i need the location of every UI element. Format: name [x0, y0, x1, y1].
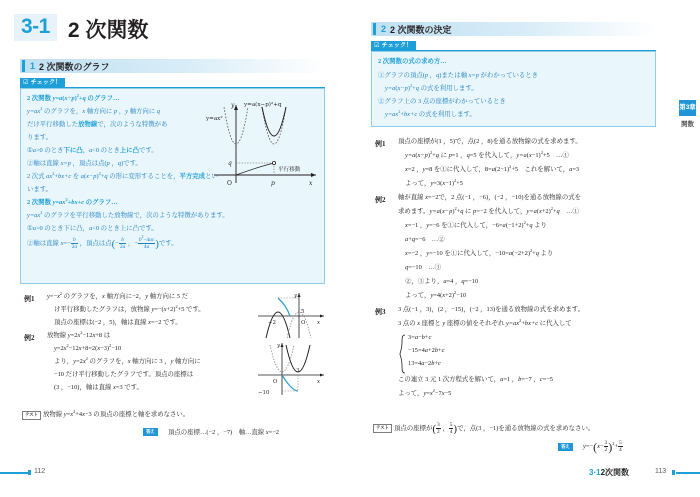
answer-tag: 答え — [558, 443, 573, 451]
svg-text:O: O — [273, 379, 278, 385]
svg-text:−2: −2 — [268, 320, 276, 326]
footer-dash-left — [28, 470, 31, 475]
check-tab-right — [371, 41, 416, 50]
check-tab-label: チェック！ — [30, 79, 62, 86]
section-title: 2 次関数のグラフ — [39, 61, 110, 72]
example1-graph — [256, 290, 328, 342]
example-line: x=2 ，y=8 を①に代入して，$8=a(2-1)^2+5$ これを解いて，a=3 — [405, 164, 580, 174]
side-tab-chapter: 第3章 — [679, 100, 696, 116]
check-tab-left — [20, 78, 65, 87]
example-label: 例2 — [24, 334, 35, 342]
section-header-2 — [371, 22, 656, 36]
answer-tag: 答え — [143, 428, 158, 436]
checkbox-icon: ☑ — [374, 42, 380, 49]
side-chapter-tab[interactable] — [679, 100, 696, 129]
section-accent-bar — [373, 23, 376, 35]
check-line: ②グラフ上の 3 点の座標がわかっているとき — [378, 98, 506, 105]
check-line: ります。 — [27, 134, 53, 141]
test-answer: y=−(x− $\frac{3}{2}$ )$^2$+ $\frac{5}{4}$ — [583, 440, 622, 455]
example-line: 放物線 $y=2x^2-12x+8$ は — [47, 330, 111, 340]
svg-text:x: x — [317, 320, 321, 326]
footer-rule-right — [676, 472, 700, 474]
check-line: $y=a(x-p)^2+q$ の式を利用します。 — [385, 83, 478, 93]
checkbox-icon: ☑ — [23, 79, 29, 86]
chapter-number: 3-1 — [21, 15, 50, 38]
svg-text:y=ax²: y=ax² — [206, 116, 223, 122]
example-line: よって，$y=3(x-1)^2+5$ — [405, 178, 463, 188]
check-line: だけ平行移動した放物線で，次のような特徴があ — [27, 121, 168, 128]
side-tab-subject: 関数 — [681, 121, 694, 128]
check-line: ②軸は直線 x=− $\frac{b}{2a}$ ，頂点は点(− $\frac{b}{2a}$ ，− $\frac{b^2-4ac}{4a}$ )です。 — [27, 235, 178, 251]
section-header-1 — [20, 59, 325, 73]
svg-text:3: 3 — [296, 368, 300, 374]
example-line: 3 点の x 座標と y 座標の値をそれぞれ $y=ax^2+bx+c$ に代入して — [398, 318, 572, 328]
svg-text:x: x — [317, 379, 321, 385]
svg-text:O: O — [301, 320, 306, 326]
svg-text:y: y — [294, 293, 298, 299]
example-line: 求めます。$y=a(x-p)^2+q$ に p=−2 を代入して，$y=a(x+2)^2+q$ …① — [398, 206, 579, 216]
example-line: x=−2 ，y=−10 を①に代入して，$-10=a(-2+2)^2+q$ より — [405, 248, 554, 258]
example-line: $y=2x^2-12x+8=2(x-3)^2-10$ — [54, 343, 122, 353]
svg-text:y: y — [277, 343, 281, 349]
example-line: この連立 3 元 1 次方程式を解いて，a=1 ，b=−7 ，c=−5 — [398, 376, 553, 383]
example-line: 軸が直線 x=−2で，2 点(−1 ，−6)，(−2 ，−10)を通る放物線の式を — [398, 194, 582, 201]
svg-text:p: p — [271, 180, 275, 187]
footer-dash-right — [672, 470, 675, 475]
test-question: 頂点の座標が( $\frac{3}{2}$ ， $\frac{5}{4}$ )で，点(3 ，−1)を通る放物線の式を求めなさい。 — [394, 422, 595, 436]
example-line: q=−10 …③ — [405, 264, 441, 271]
check-line: ①a>0 のとき下に凸，a<0 のとき上に凸です。 — [27, 147, 158, 154]
svg-text:y=a(x−p)²+q: y=a(x−p)²+q — [244, 102, 282, 108]
example-label: 例3 — [375, 308, 386, 316]
page-number-right: 113 — [655, 468, 667, 475]
footer-section-label — [589, 467, 629, 478]
test-tag: テスト — [22, 411, 41, 420]
footer-section-number: 3·1 — [589, 468, 601, 477]
svg-text:q: q — [228, 160, 232, 167]
check-line: ②軸は直線 x=p ，頂点は点(p ，q)です。 — [27, 160, 142, 167]
chapter-heading — [14, 14, 148, 41]
example-line: ②，③より，a=4 ，q=−10 — [405, 278, 479, 285]
example-line: $y=-x^2$ のグラフを，x 軸方向に−2，y 軸方向に 5 だ — [47, 291, 189, 301]
example-line: (3 ，−10)，軸は直線 x=3 です。 — [54, 384, 143, 391]
check-line: $y=ax^2$ のグラフを平行移動した放物線で，次のような特徴があります。 — [27, 210, 229, 220]
check-line: 2 次関数の式の求め方… — [378, 58, 447, 65]
footer-rule-left — [0, 472, 28, 474]
system-equation: −15=4a+2b+c — [408, 347, 445, 354]
page-number-left: 112 — [34, 468, 46, 475]
section-accent-bar — [22, 60, 25, 72]
section-number: 1 — [30, 61, 36, 71]
svg-text:5: 5 — [301, 309, 305, 315]
check-line: 2 次関数 $y=ax^2+bx+c$ のグラフ… — [27, 197, 118, 207]
check-line: $y=ax^2$ のグラフを，x 軸方向に p ，y 軸方向に q — [27, 106, 160, 116]
page-title: 2 次関数 — [67, 19, 149, 42]
example2-graph — [256, 341, 328, 399]
check-line: ①グラフの頂点(p ，q)または軸 x=p がわかっているとき — [378, 72, 539, 79]
footer-section-title: 2次関数 — [600, 468, 630, 477]
test-answer: 頂点の座標…(−2 ，−7) 軸…直線 x=−2 — [168, 429, 279, 436]
test-question: 放物線 $y=x^2+4x-3$ の頂点の座標と軸を求めなさい。 — [43, 409, 190, 419]
test-tag: テスト — [373, 424, 392, 433]
system-equation: 3=a−b+c — [408, 334, 432, 341]
check-line: います。 — [27, 186, 53, 193]
check-line: ①a>0 のとき下に凸，a<0 のとき上に凸です。 — [27, 225, 158, 232]
chapter-number-badge — [14, 14, 57, 41]
example-line: 頂点の座標が(1 ，5)で，点(2 ，8)を通る放物線の式を求めます。 — [398, 138, 582, 145]
example-line: $y=a(x-p)^2+q$ に p=1 ，q=5 を代入して，$y=a(x-1)^2+5$ …① — [405, 150, 569, 160]
example-label: 例2 — [375, 196, 386, 204]
svg-text:y: y — [231, 102, 235, 109]
section-number: 2 — [381, 24, 387, 34]
check-tab-label: チェック！ — [381, 42, 413, 49]
example-line: け平行移動したグラフは，放物線 $y=-(x+2)^2+5$ です。 — [54, 304, 205, 314]
check-line: $y=ax^2+bx+c$ の式を利用します。 — [385, 109, 476, 119]
section-title: 2 次関数の決定 — [390, 24, 452, 35]
example-line: a+q=−6 …② — [405, 236, 445, 243]
parabola-translation-graph — [206, 93, 324, 191]
svg-text:x: x — [309, 180, 313, 187]
example-line: 3 点(−1 ，3)，(2 ，−15)，(−2 ，13)を通る放物線の式を求めます。 — [398, 306, 585, 313]
example-line: よって，$y=4(x+2)^2-10$ — [405, 290, 467, 300]
example-line: より，$y=2x^2$ のグラフを，x 軸方向に 3 ，y 軸方向に — [54, 356, 201, 366]
example-label: 例1 — [24, 295, 35, 303]
example-line: よって，$y=x^2-7x-5$ — [398, 388, 452, 398]
example-line: −10 だけ平行移動したグラフです。頂点の座標は — [54, 371, 194, 378]
system-brace — [399, 334, 407, 374]
check-line: 2 次関数 $y=a(x-p)^2+q$ のグラフ… — [27, 93, 120, 103]
example-label: 例1 — [375, 140, 386, 148]
system-equation: 13=4a−2b+c — [408, 360, 441, 367]
svg-text:O: O — [227, 180, 232, 187]
svg-text:平行移動: 平行移動 — [278, 167, 301, 173]
example-line: x=−1 ，y=−6 を①に代入して，$-6=a(-1+2)^2+q$ より — [405, 220, 547, 230]
svg-text:−10: −10 — [258, 390, 270, 396]
check-line: 2 次式 $ax^2+bx+c$ を $a(x-p)^2+q$ の形に変形することを，平方完成とい — [27, 171, 218, 181]
example-line: 頂点の座標は(−2 ，5)，軸は直線 x=−2 です。 — [54, 319, 182, 326]
